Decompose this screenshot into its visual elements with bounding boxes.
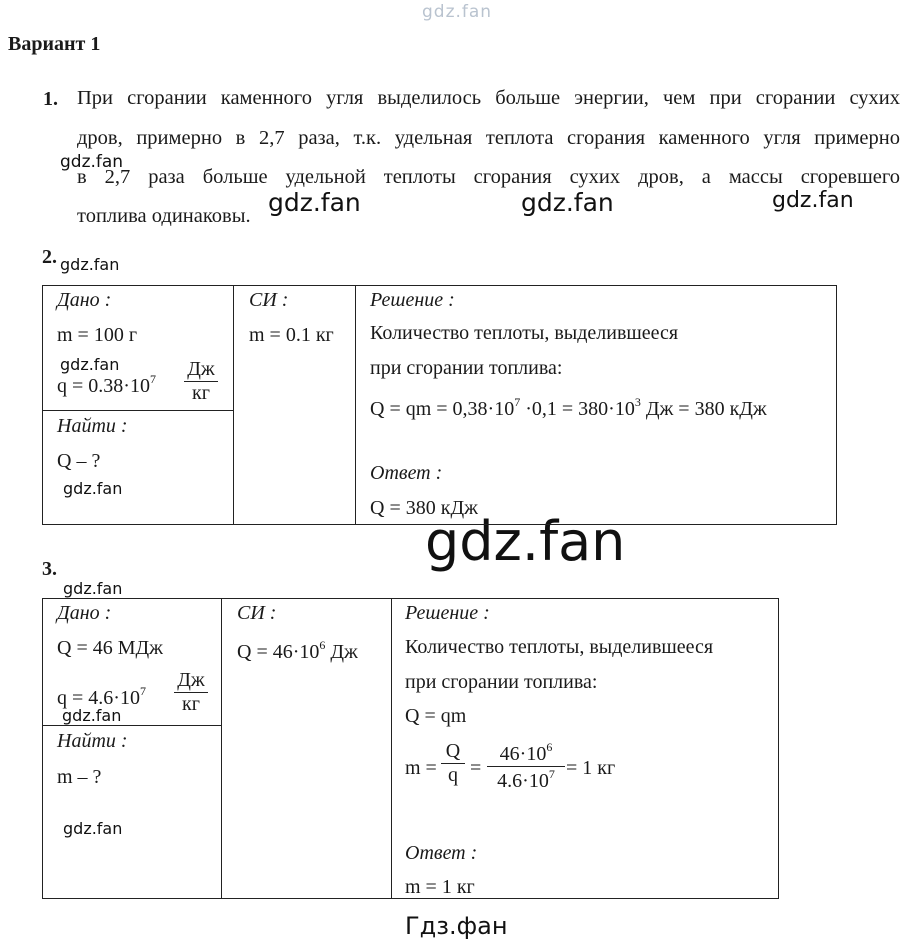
fraction-values: $\frac{46\cdot 10^6}{4.6\cdot 10^7}$ (487, 740, 565, 793)
find-value: m – ? (57, 766, 102, 788)
watermark: gdz.fan (60, 255, 120, 274)
watermark: gdz.fan (60, 355, 120, 374)
watermark-large: gdz.fan (425, 510, 626, 573)
solution-line: Q = qm (405, 705, 467, 727)
given-label: Дано (57, 289, 100, 311)
given-heat-q: Q = 46 МДж (57, 637, 163, 659)
solution-formula: Q = qm = $0,38\cdot 10^7 \cdot 0,1 = 380\cdot 10^3$ Дж = 380 кДж (370, 395, 767, 420)
watermark: gdz.fan (63, 579, 123, 598)
task3-number: 3. (42, 558, 57, 580)
given-mass: m = 100 г (57, 324, 138, 346)
unit-fraction: Дж кг (174, 669, 208, 716)
watermark-top: gdz.fan (422, 2, 493, 22)
si-heat: $Q = 46\cdot 10^6$ Дж (237, 638, 358, 663)
watermark: gdz.fan (62, 706, 122, 725)
answer-value: Q = 380 кДж (370, 497, 478, 519)
result-value: = 1 кг (566, 757, 616, 779)
answer-label: Ответ (405, 842, 466, 864)
find-label: Найти (57, 415, 116, 437)
watermark: gdz.fan (772, 188, 854, 213)
answer-label: Ответ (370, 462, 431, 484)
task2-table: Дано : m = 100 г $q = 0.38\cdot 10^7$ Дж кг Найти : Q – ? СИ : m = 0.1 кг Решение : Количество теплоты, выделившееся при сгорании топлива: Q = qm = $0,38\cdot 10^7 \cdot 0,1 = 380\cdot 10^3$ Дж = 380 кДж Ответ : Q = 380 кДж (42, 285, 837, 525)
watermark: gdz.fan (63, 819, 123, 838)
solution-line: при сгорании топлива: (405, 671, 598, 693)
given-heat: $q = 0.38\cdot 10^7$ (57, 372, 156, 397)
si-mass: m = 0.1 кг (249, 324, 334, 346)
answer-value: m = 1 кг (405, 876, 475, 898)
solution-label: Решение (405, 602, 479, 624)
solution-line: Количество теплоты, выделившееся (370, 322, 679, 344)
mass-equation-start: m = (405, 757, 437, 779)
watermark: gdz.fan (60, 152, 124, 172)
task3-table: Дано : Q = 46 МДж $q = 4.6\cdot 10^7$ Дж кг Найти : m – ? СИ : $Q = 46\cdot 10^6$ Дж Решение : Количество теплоты, выделившееся при сгорании топлива: Q = qm m = $\frac{Q}{q}$ = $\frac{46\cdot 10^6}{4.6\cdot 10^7}$ = 1 кг Ответ : m = 1 кг (42, 598, 779, 899)
si-label: СИ (249, 289, 277, 311)
task1-number: 1. (43, 88, 58, 110)
watermark-bottom: Гдз.фан (405, 912, 508, 940)
task1-line: в 2,7 раза больше удельной теплоты сгорания сухих дров, а массы сгоревшего (77, 166, 900, 188)
task1-line: топлива одинаковы. (77, 205, 251, 227)
watermark: gdz.fan (63, 479, 123, 498)
find-value: Q – ? (57, 450, 101, 472)
given-specific-heat: $q = 4.6\cdot 10^7$ (57, 684, 146, 709)
si-label: СИ (237, 602, 265, 624)
find-label: Найти (57, 730, 116, 752)
solution-label: Решение (370, 289, 444, 311)
task1-line: дров, примерно в 2,7 раза, т.к. удельная теплота сгорания каменного угля примерно (77, 127, 900, 149)
solution-line: при сгорании топлива: (370, 357, 563, 379)
page-title: Вариант 1 (8, 33, 101, 55)
watermark: gdz.fan (521, 188, 614, 217)
watermark: gdz.fan (268, 188, 361, 217)
task1-line: При сгорании каменного угля выделилось больше энергии, чем при сгорании сухих (77, 87, 900, 109)
equals-sign: = (470, 757, 482, 779)
given-label: Дано (57, 602, 100, 624)
fraction-q-over-q: $\frac{Q}{q}$ (441, 740, 465, 787)
task2-number: 2. (42, 246, 57, 268)
solution-line: Количество теплоты, выделившееся (405, 636, 714, 658)
unit-fraction: Дж кг (184, 358, 218, 405)
